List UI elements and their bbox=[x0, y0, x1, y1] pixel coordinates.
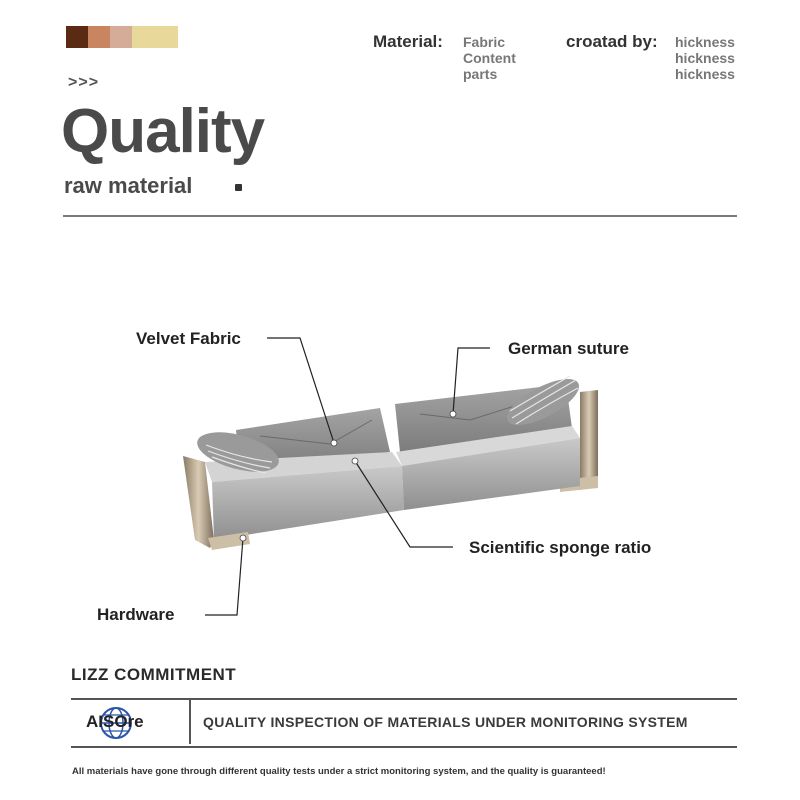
iso-label: AISOre bbox=[86, 712, 144, 731]
footer-note: All materials have gone through different quality tests under a strict monitoring system, and the quality is guaranteed! bbox=[72, 766, 606, 777]
arrow-decoration: >>> bbox=[68, 74, 100, 91]
material-value: Content bbox=[463, 50, 516, 66]
callout-german-suture: German suture bbox=[508, 339, 629, 358]
material-label: Material: bbox=[373, 32, 443, 51]
created-by-value: hickness bbox=[675, 34, 735, 50]
material-value: parts bbox=[463, 66, 498, 82]
hardware-marker bbox=[240, 535, 246, 541]
created-by-value: hickness bbox=[675, 66, 735, 82]
page-title: Quality bbox=[61, 97, 265, 166]
right-metal-arm bbox=[580, 390, 598, 490]
commitment-box-divider bbox=[189, 700, 191, 744]
callout-hardware: Hardware bbox=[97, 605, 175, 624]
velvet-marker bbox=[331, 440, 337, 446]
callout-sponge-ratio: Scientific sponge ratio bbox=[469, 538, 652, 557]
hardware-leader-line bbox=[205, 538, 243, 615]
page-subtitle: raw material bbox=[64, 173, 193, 198]
created-by-value: hickness bbox=[675, 50, 735, 66]
material-value: Fabric bbox=[463, 34, 506, 50]
commitment-title: LIZZ COMMITMENT bbox=[71, 665, 237, 684]
created-by-label: croatad by: bbox=[566, 32, 658, 51]
commitment-statement: QUALITY INSPECTION OF MATERIALS UNDER MONITORING SYSTEM bbox=[203, 714, 688, 730]
callout-velvet-fabric: Velvet Fabric bbox=[136, 329, 241, 348]
german-marker bbox=[450, 411, 456, 417]
sponge-marker bbox=[352, 458, 358, 464]
